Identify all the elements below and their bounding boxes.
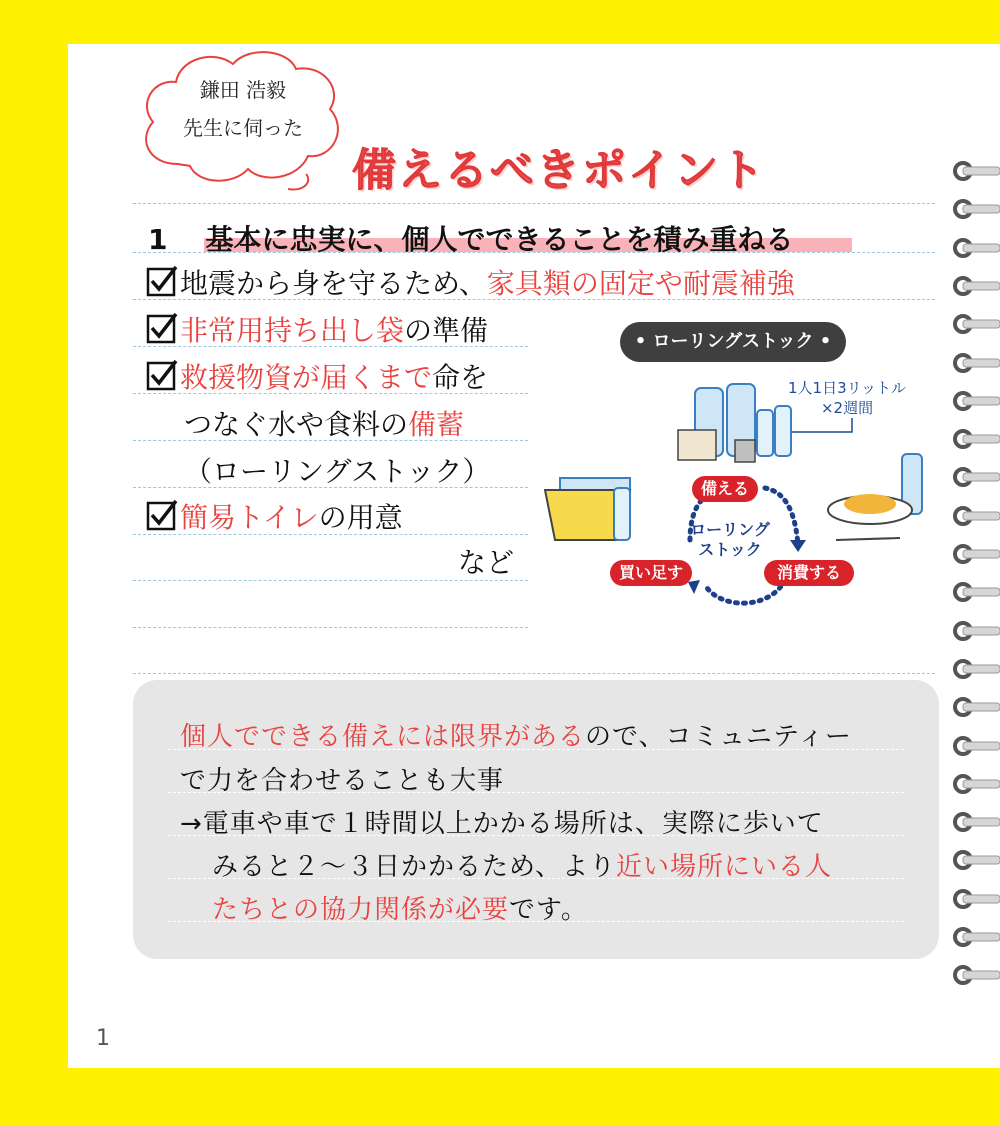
checkbox-icon [146,499,178,531]
shopping-basket-icon [545,478,630,540]
binding-ring-icon [952,888,1000,910]
check-item-4 [180,496,403,536]
checkbox-icon [146,312,178,344]
water-note-line-1: 1人1日3リットル [788,379,907,397]
binding-ring-icon [952,313,1000,335]
tag-restock: 買い足す [610,560,692,586]
box-line-4-emphasis: 近い場所にいる人 [615,852,832,882]
cloud-text [138,44,348,194]
binding-ring-icon [952,811,1000,833]
check-item-1-emphasis: 家具類の固定や耐震補強 [486,267,795,300]
check-item-2 [180,309,488,349]
cycle-center-line-1: ローリング [690,520,770,539]
binding-ring-icon [952,160,1000,182]
binding-ring-icon [952,849,1000,871]
binding-ring-icon [952,543,1000,565]
cycle-center-label [680,520,780,560]
section-number: 1 [148,223,168,256]
binding-ring-icon [952,696,1000,718]
tag-consume: 消費する [764,560,854,586]
ruled-line [133,673,935,674]
binding-ring-icon [952,658,1000,680]
binding-ring-icon [952,926,1000,948]
binding-ring-icon [952,466,1000,488]
box-line-4 [212,846,832,883]
binding-ring-icon [952,237,1000,259]
ruled-line [133,203,935,204]
check-item-3 [180,356,488,396]
check-item-2-emphasis: 非常用持ち出し袋 [180,314,405,347]
binding-ring-icon [952,964,1000,986]
box-line-4-text: みると２〜３日かかるため、より [212,852,616,882]
water-bottles-icon [678,384,791,462]
author-name: 鎌田 浩毅 [199,78,287,102]
checkbox-icon [146,265,178,297]
binding-ring-icon [952,352,1000,374]
cloud-subtitle: 先生に伺った [183,116,303,140]
page-title: 備えるべきポイント [352,145,766,196]
water-note-line-2: ×2週間 [820,399,874,417]
binding-ring-icon [952,735,1000,757]
box-line-3: →電車や車で１時間以上かかる場所は、実際に歩いて [180,809,824,839]
check-item-3-text: 命を [432,361,489,394]
page-number: 1 [96,1026,110,1051]
section-heading [148,218,794,258]
binding-ring-icon [952,505,1000,527]
rolling-stock-pill: • ローリングストック • [620,322,846,362]
check-item-3-emphasis: 救援物資が届くまで [180,361,433,394]
box-line-2: で力を合わせることも大事 [180,766,505,796]
binding-ring-icon [952,198,1000,220]
box-line-1 [180,716,852,753]
binding-ring-icon [952,620,1000,642]
etc-label: など [458,546,515,579]
tag-prepare: 備える [692,476,758,502]
box-line-1-emphasis: 個人でできる備えには限界がある [180,722,586,752]
ruled-line [133,627,528,628]
binding-ring-icon [952,275,1000,297]
check-item-3-emphasis-2: 備蓄 [408,408,465,441]
box-line-5-text: です。 [509,895,588,925]
box-line-5-emphasis: たちとの協力関係が必要 [212,895,510,925]
check-item-1-text: 地震から身を守るため、 [180,267,487,300]
check-item-3-text-2: つなぐ水や食料の [184,408,409,441]
binding-ring-icon [952,773,1000,795]
check-item-3-note: （ローリングストック） [184,455,491,488]
binding-ring-icon [952,428,1000,450]
curry-plate-icon [828,454,922,540]
binding-ring-icon [952,390,1000,412]
check-item-2-text: の準備 [404,314,489,347]
check-item-4-text: の用意 [318,501,403,534]
arrow-head [790,540,806,552]
box-line-1-text: ので、コミュニティー [585,722,852,752]
note-bracket [782,418,852,432]
check-item-1 [180,262,795,302]
check-item-4-emphasis: 簡易トイレ [180,501,319,534]
checkbox-icon [146,359,178,391]
cycle-center-line-2: ストック [698,540,762,559]
arrow-head [688,580,700,594]
box-line-5 [212,889,588,926]
check-item-3-cont [184,403,464,443]
section-heading-text: 基本に忠実に、個人でできることを積み重ねる [205,223,794,256]
binding-ring-icon [952,581,1000,603]
